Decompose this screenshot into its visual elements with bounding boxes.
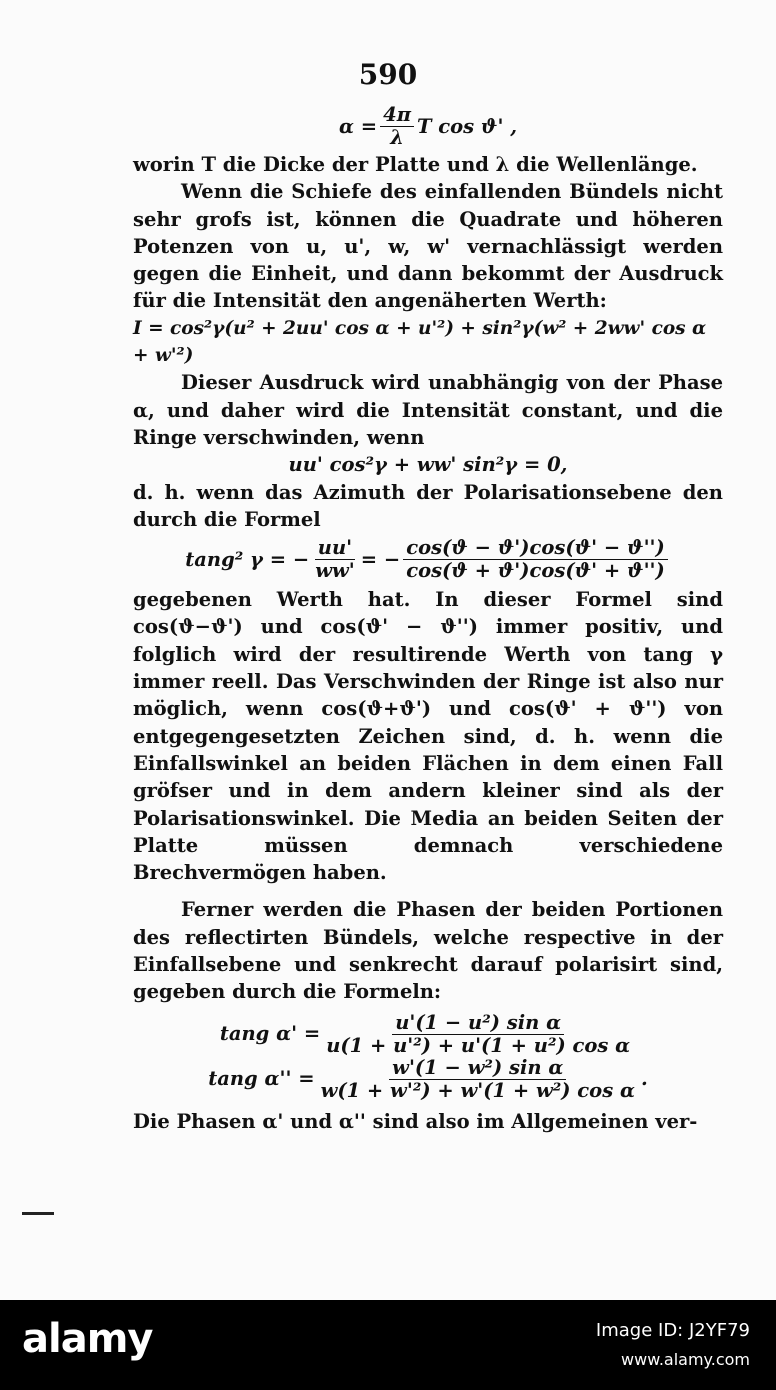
watermark-bar	[0, 1300, 776, 1390]
paragraph-wenn: Wenn die Schiefe des einfallenden Bündels nicht sehr grofs ist, können die Quadrate und höheren Potenzen von u, u', w, w' vernachlässigt werden gegen die Einheit, und dann bekommt der Ausdruck für die Intensität den angenäherten Werth:	[133, 180, 723, 313]
paragraph-gegebenen: gegebenen Werth hat. In dieser Formel sind cos(ϑ−ϑ') und cos(ϑ' − ϑ'') immer positiv, und folglich wird der resultirende Werth von tang γ immer reell. Das Verschwinden der Ringe ist also nur möglich, wenn cos(ϑ+ϑ') und cos(ϑ' + ϑ'') von entgegengesetzten Zeichen sind, d. h. wenn die Einfallswinkel an beiden Flächen in dem einen Fall gröfser und in dem andern kleiner sind als der Polarisationswinkel. Die Media an beiden Seiten der Platte müssen demnach verschiedene Brechvermögen haben.	[133, 588, 723, 885]
fraction-denominator: w(1 + w'²) + w'(1 + w²) cos α	[320, 1078, 635, 1102]
paragraph-dh: d. h. wenn das Azimuth der Polarisationsebene den durch die Formel	[133, 480, 723, 531]
fraction-numerator: 4π	[380, 104, 414, 127]
equation-alpha-lhs: α =	[338, 114, 378, 138]
fraction-numerator: u'(1 − u²) sin α	[392, 1012, 564, 1035]
fraction-uu-ww	[312, 537, 358, 582]
fraction-alpha-double-prime	[318, 1057, 638, 1102]
equation-alpha-rhs: T cos ϑ' ,	[416, 114, 518, 138]
fraction-4pi-lambda	[380, 104, 414, 149]
equation-tang-mid: = −	[360, 548, 401, 571]
fraction-cosines	[403, 537, 668, 582]
fraction-denominator: λ	[390, 126, 404, 149]
page-body	[133, 100, 723, 1135]
equation-tang-lhs: tang² γ = −	[185, 548, 310, 571]
equation-intensity: I = cos²γ(u² + 2uu' cos α + u'²) + sin²γ(w² + 2ww' cos α + w'²)	[133, 317, 707, 367]
site-url: www.alamy.com	[621, 1350, 750, 1369]
alamy-logo: alamy	[22, 1316, 153, 1362]
fraction-numerator: cos(ϑ − ϑ')cos(ϑ' − ϑ'')	[403, 537, 668, 560]
equation-alpha-double-prime-lhs: tang α'' =	[208, 1067, 315, 1091]
fraction-numerator: w'(1 − w²) sin α	[389, 1057, 566, 1080]
fraction-alpha-prime	[323, 1012, 633, 1057]
fraction-numerator: uu'	[315, 537, 355, 560]
fraction-denominator: u(1 + u'²) + u'(1 + u²) cos α	[326, 1033, 631, 1057]
equation-condition: uu' cos²γ + ww' sin²γ = 0,	[288, 453, 568, 477]
image-id: Image ID: J2YF79	[595, 1320, 750, 1341]
equation-tang-alpha-prime	[133, 1012, 723, 1057]
paragraph-worin: worin T die Dicke der Platte und λ die Wellenlänge.	[133, 153, 698, 176]
margin-mark	[22, 1212, 54, 1215]
equation-tang-gamma	[133, 537, 723, 582]
equation-end-period: .	[640, 1067, 648, 1091]
paragraph-last: Die Phasen α' und α'' sind also im Allgemeinen ver-	[133, 1109, 698, 1133]
fraction-denominator: cos(ϑ + ϑ')cos(ϑ' + ϑ'')	[406, 559, 665, 583]
fraction-denominator: ww'	[315, 559, 355, 583]
paragraph-ferner: Ferner werden die Phasen der beiden Portionen des reflectirten Bündels, welche respective in der Einfallsebene und senkrecht darauf polarisirt sind, gegeben durch die Formeln:	[133, 898, 723, 1004]
equation-alpha-prime-lhs: tang α' =	[219, 1022, 321, 1046]
equation-tang-alpha-double-prime	[133, 1057, 723, 1102]
paragraph-dieser: Dieser Ausdruck wird unabhängig von der Phase α, und daher wird die Intensität constant, und die Ringe verschwinden, wenn	[133, 371, 723, 449]
equation-alpha	[133, 104, 723, 149]
page-number: 590	[358, 58, 418, 91]
